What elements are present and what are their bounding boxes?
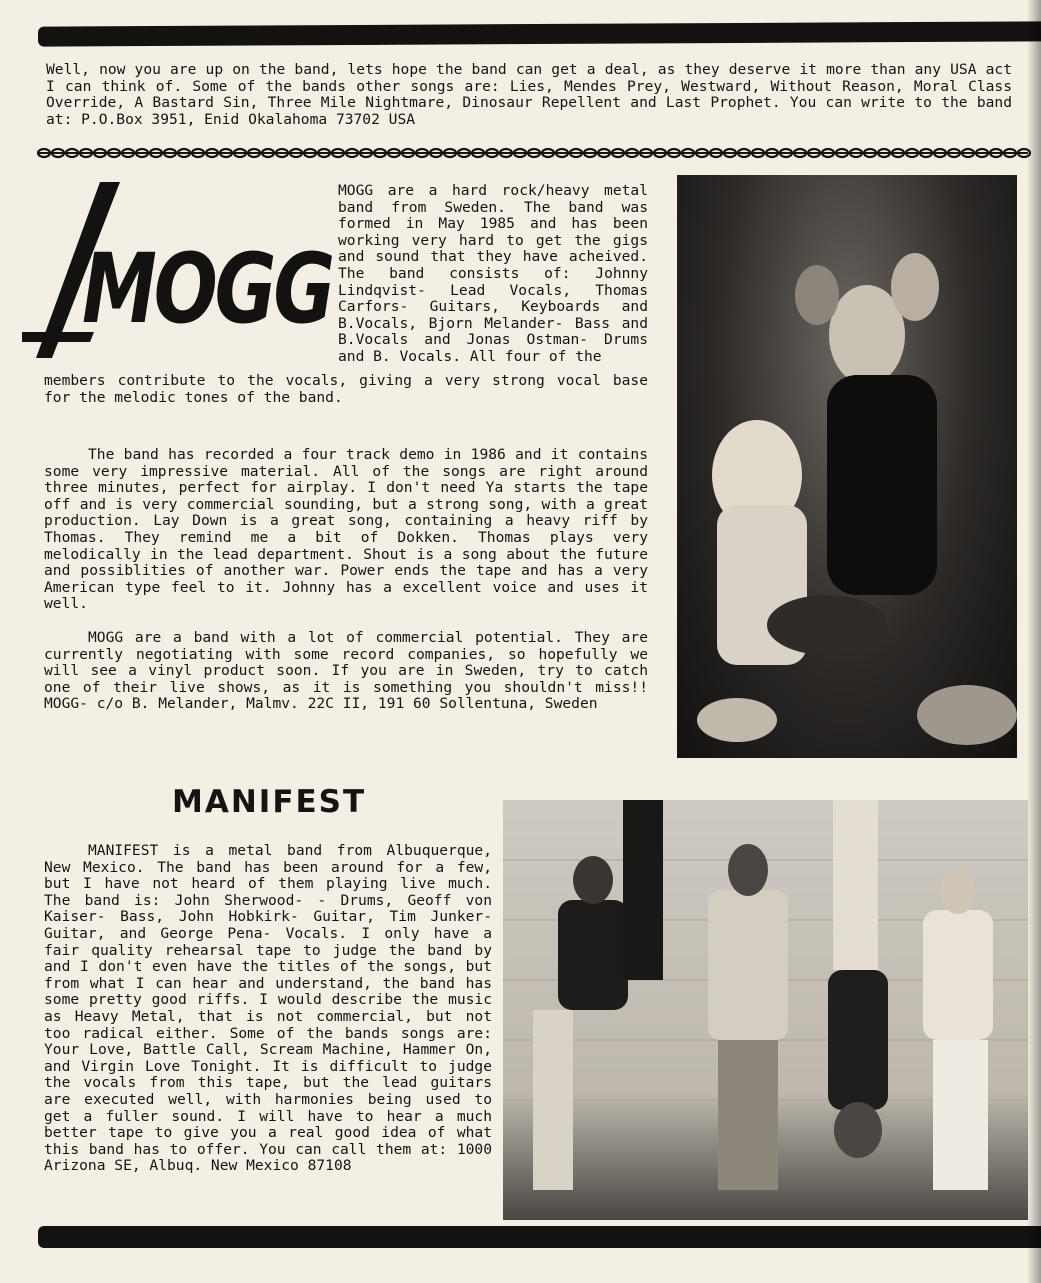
manifest-band-photo	[503, 800, 1028, 1220]
intro-paragraph: Well, now you are up on the band, lets hope the band can get a deal, as they deserve it more than any USA act I can think of. Some of the bands other songs are: Lies, Mendes Prey, Westward, Without Reason, Moral Class Override, A Bastard Sin, Three Mile Nightmare, Dinosaur Repellent and Last Prophet. You can write to the band at: P.O.Box 3951, Enid Okalahoma 73702 USA	[46, 61, 1012, 128]
chain-divider	[38, 146, 1028, 160]
bottom-black-bar	[38, 1226, 1041, 1248]
mogg-logo-text: MOGG	[82, 233, 333, 345]
mogg-band-photo	[677, 175, 1017, 758]
mogg-intro-continued: members contribute to the vocals, giving a very strong vocal base for the melodic tones of the band.	[44, 372, 648, 406]
page-edge-shadow	[1027, 0, 1041, 1283]
manifest-heading: MANIFEST	[172, 784, 367, 820]
top-black-bar	[38, 21, 1041, 46]
mogg-intro-paragraph: MOGG are a hard rock/heavy metal band from Sweden. The band was formed in May 1985 and has been working very hard to get the gigs and sound that they have acheived. The band consists of: Johnny Lindqvist- Lead Vocals, Thomas Carfors- Guitars, Keyboards and B.Vocals, Bjorn Melander- Bass and B.Vocals and Jonas Ostman- Drums and B. Vocals. All four of the	[338, 182, 648, 365]
mogg-logo	[22, 182, 340, 362]
mogg-closing-paragraph: MOGG are a band with a lot of commercial potential. They are currently negotiating with some record companies, so hopefully we will see a vinyl product soon. If you are in Sweden, try to catch one of their live shows, as it is something you shouldn't miss!! MOGG- c/o B. Melander, Malmv. 22C II, 191 60 Sollentuna, Sweden	[44, 629, 648, 713]
manifest-paragraph: MANIFEST is a metal band from Albuquerque, New Mexico. The band has been around for a few, but I have not heard of them playing live much. The band is: John Sherwood- - Drums, Geoff von Kaiser- Bass, John Hobkirk- Guitar, Tim Junker- Guitar, and George Pena- Vocals. I only have a fair quality rehearsal tape to judge the band by and I don't even have the titles of the songs, but from what I can hear and understand, the band has some pretty good riffs. I would describe the music as Heavy Metal, that is not commercial, but not too radical either. Some of the bands songs are: Your Love, Battle Call, Scream Machine, Hammer On, and Virgin Love Tonight. It is difficult to judge the vocals from this tape, but the lead guitars are executed well, with harmonies being used to get a fuller sound. I will have to hear a much better tape to give you a real good idea of what this band has to offer. You can call them at: 1000 Arizona SE, Albuq. New Mexico 87108	[44, 842, 492, 1175]
mogg-demo-paragraph: The band has recorded a four track demo in 1986 and it contains some very impressive material. All of the songs are right around three minutes, perfect for airplay. I don't need Ya starts the tape off and is very commercial sounding, but a strong song, with a great production. Lay Down is a great song, containing a heavy riff by Thomas. They remind me a bit of Dokken. Thomas plays very melodically in the lead department. Shout is a song about the future and possiblities of another war. Power ends the tape and has a very American type feel to it. Johnny has a excellent voice and uses it well.	[44, 446, 648, 613]
